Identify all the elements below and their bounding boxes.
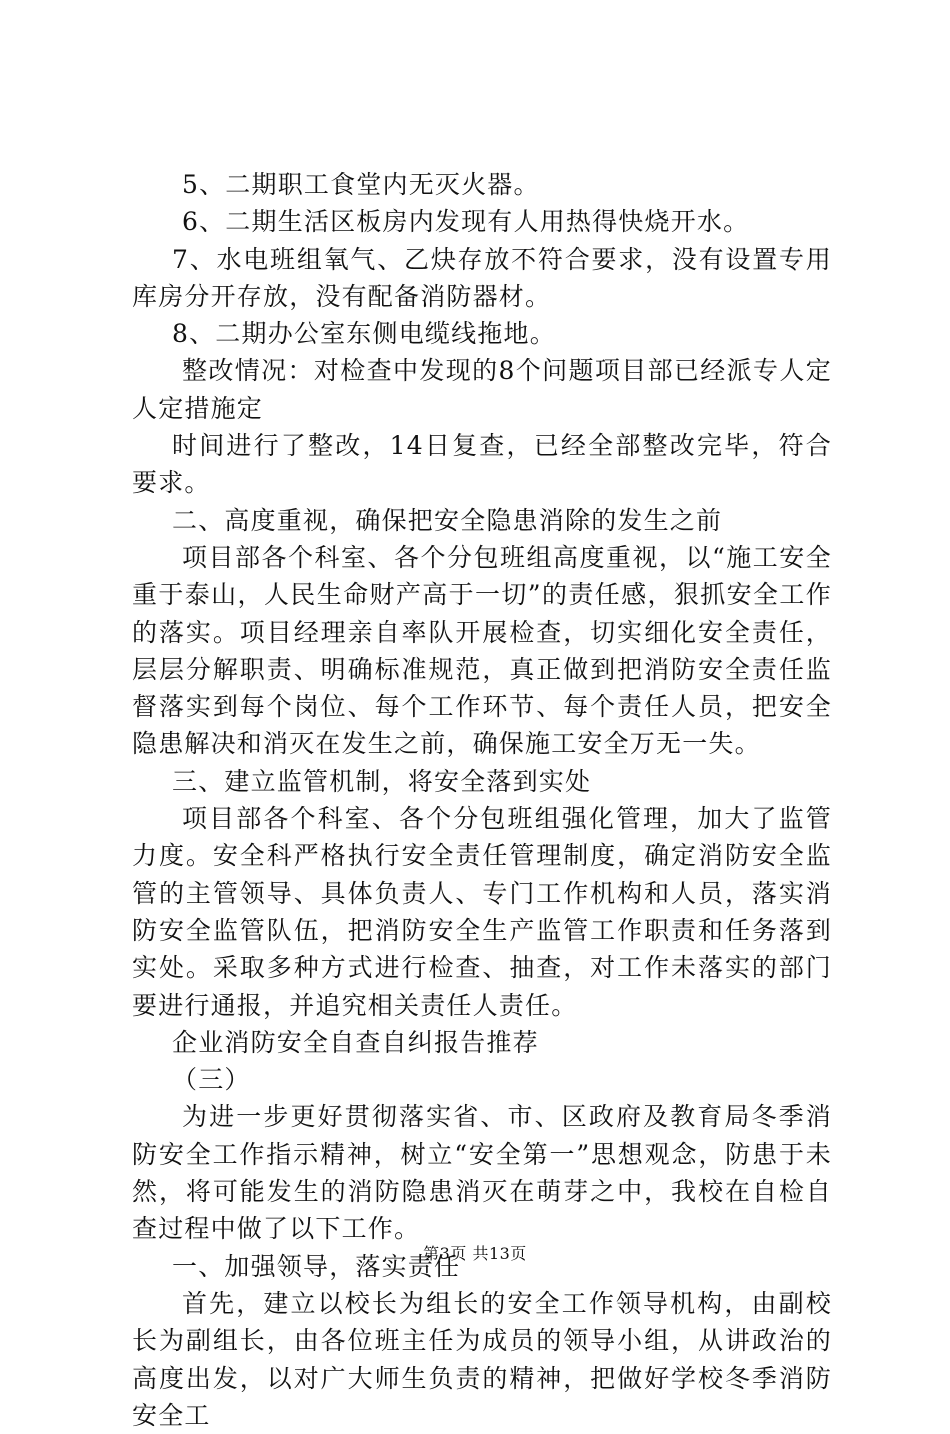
- paragraph-intro: 为进一步更好贯彻落实省、市、区政府及教育局冬季消防安全工作指示精神，树立“安全第一”思想观念，防患于未然，将可能发生的消防隐患消灭在萌芽之中，我校在自检自查过程中做了以下工作。: [132, 1102, 832, 1244]
- section-heading-3: 三、建立监管机制，将安全落到实处: [172, 766, 592, 796]
- report-number: （三）: [172, 1065, 251, 1095]
- report-title: 企业消防安全自查自纠报告推荐: [172, 1027, 539, 1057]
- paragraph-section-2-body: 项目部各个科室、各个分包班组高度重视，以“施工安全重于泰山，人民生命财产高于一切”的责任感，狠抓安全工作的落实。项目经理亲自率队开展检查，切实细化安全责任，层层分解职责、明确标准规范，真正做到把消防安全责任监督落实到每个岗位、每个工作环节、每个责任人员，把安全隐患解决和消灭在发生之前，确保施工安全万无一失。: [132, 542, 832, 759]
- paragraph-item-8: 8、二期办公室东侧电缆线拖地。: [172, 319, 556, 349]
- paragraph-rectification: 整改情况：对检查中发现的8个问题项目部已经派专人定人定措施定: [132, 356, 832, 423]
- paragraph-section-1-body: 首先，建立以校长为组长的安全工作领导机构，由副校长为副组长，由各位班主任为成员的领导小组，从讲政治的高度出发，以对广大师生负责的精神，把做好学校冬季消防安全工: [132, 1288, 832, 1430]
- paragraph-rectification-time: 时间进行了整改，14日复查，已经全部整改完毕，符合要求。: [132, 431, 832, 498]
- paragraph-item-7: 7、水电班组氧气、乙炔存放不符合要求，没有设置专用库房分开存放，没有配备消防器材。: [132, 244, 832, 311]
- paragraph-item-5: 5、二期职工食堂内无灭火器。: [182, 170, 540, 199]
- paragraph-section-3-body: 项目部各个科室、各个分包班组强化管理，加大了监管力度。安全科严格执行安全责任管理制度，确定消防安全监管的主管领导、具体负责人、专门工作机构和人员，落实消防安全监管队伍，把消防安全生产监管工作职责和任务落到实处。采取多种方式进行检查、抽查，对工作未落实的部门要进行通报，并追究相关责任人责任。: [132, 804, 832, 1020]
- section-heading-2: 二、高度重视，确保把安全隐患消除的发生之前: [172, 505, 723, 535]
- paragraph-item-6: 6、二期生活区板房内发现有人用热得快烧开水。: [182, 207, 750, 237]
- page-footer: 第3页 共13页: [423, 1244, 527, 1263]
- section-heading-1: 一、加强领导，落实责任: [172, 1251, 461, 1281]
